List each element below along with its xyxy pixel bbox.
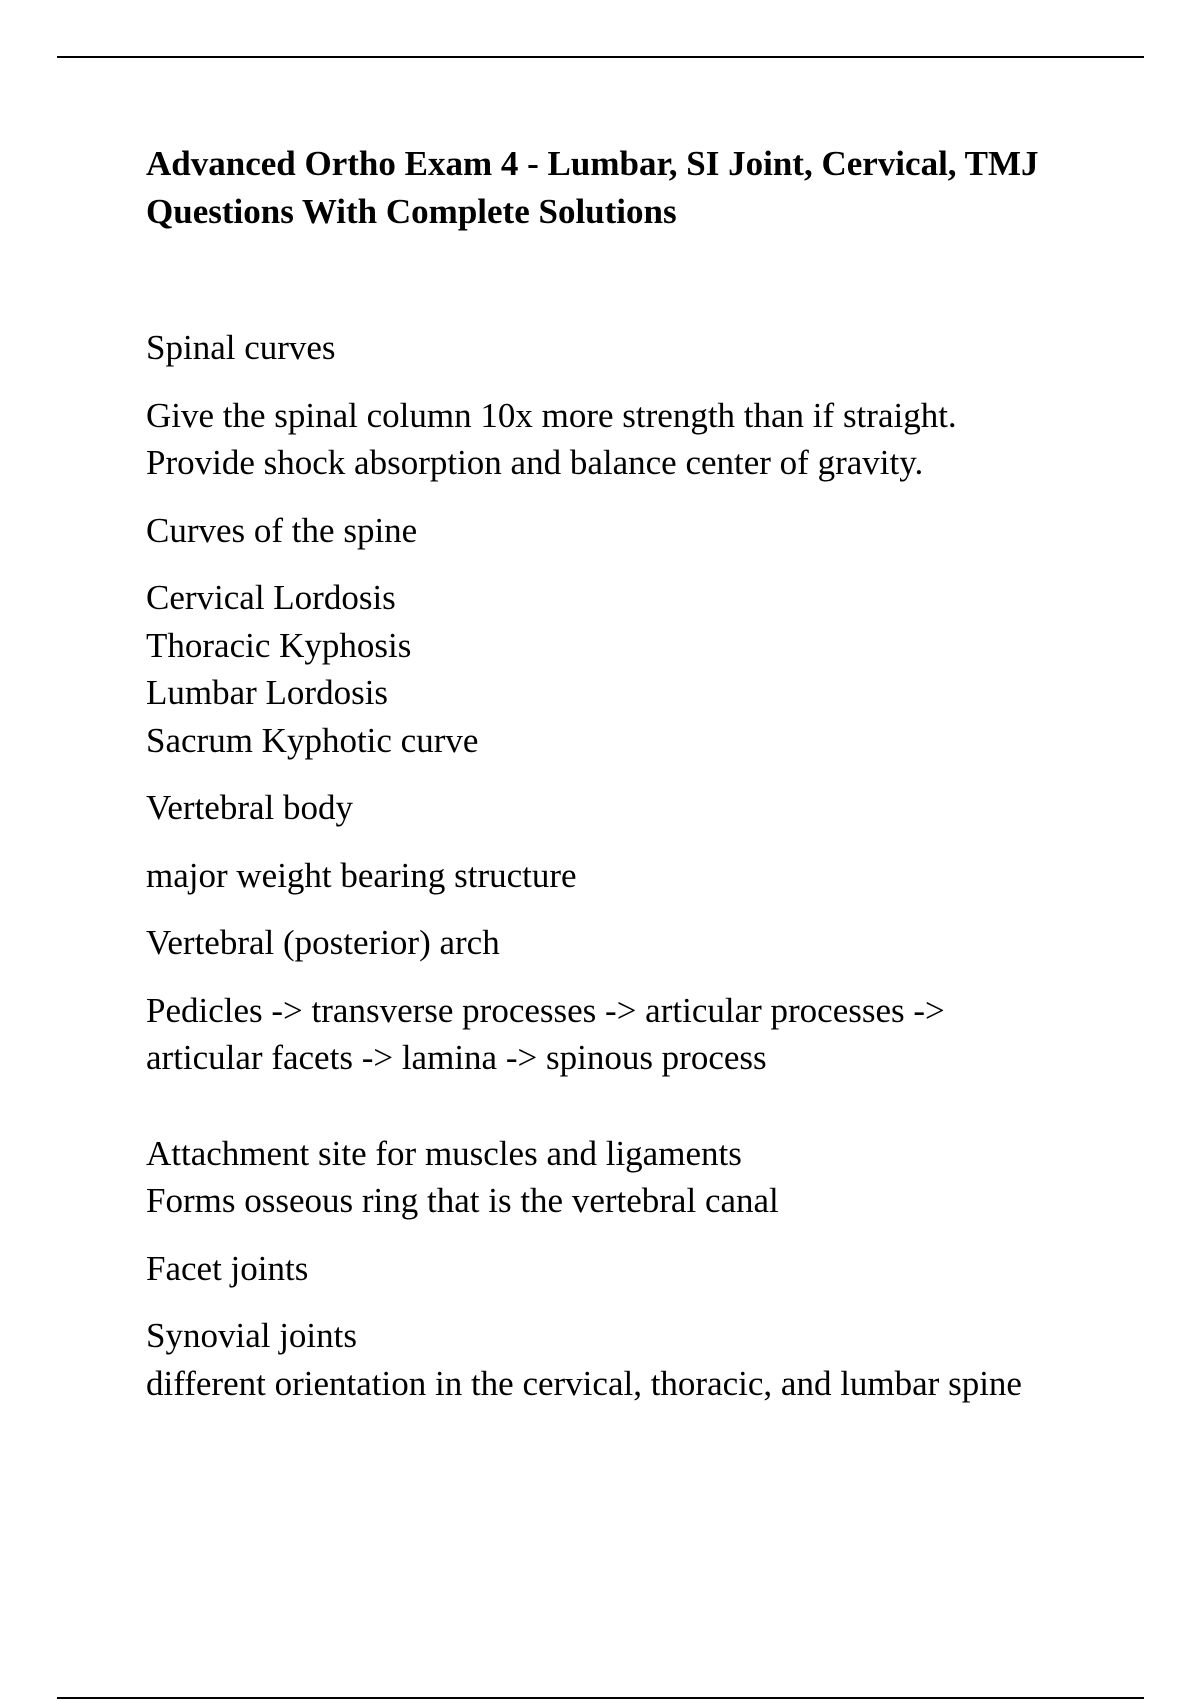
card-term: Vertebral (posterior) arch <box>146 923 500 962</box>
header-rule <box>57 56 1144 58</box>
card-definition: Give the spinal column 10x more strength than if straight. Provide shock absorption and balance center of gravity. <box>146 395 957 482</box>
card-term: Curves of the spine <box>146 510 418 550</box>
title-line: Advanced Ortho Exam 4 - Lumbar, SI Joint, Cervical, TMJ <box>146 144 1039 183</box>
card-term: Spinal curves <box>146 328 336 367</box>
card-definition-extra: Attachment site for muscles and ligaments Forms osseous ring that is the vertebral canal <box>146 1133 779 1220</box>
card-definition: Synovial joints different orientation in the cervical, thoracic, and lumbar spine <box>146 1316 1022 1403</box>
card-definition: major weight bearing structure <box>146 855 577 895</box>
card-definition: Pedicles -> transverse processes -> articular processes -> articular facets -> lamina -> spinous process <box>146 990 945 1077</box>
title-line: Questions With Complete Solutions <box>146 192 677 231</box>
card-definition: Cervical Lordosis Thoracic Kyphosis Lumbar Lordosis Sacrum Kyphotic curve <box>146 578 479 760</box>
footer-rule <box>57 1697 1144 1699</box>
document-body <box>146 140 1106 1407</box>
document-title <box>146 140 1106 236</box>
card-term: Vertebral body <box>146 788 354 827</box>
flashcard-list <box>146 324 1106 1407</box>
card-term: Facet joints <box>146 1248 309 1288</box>
